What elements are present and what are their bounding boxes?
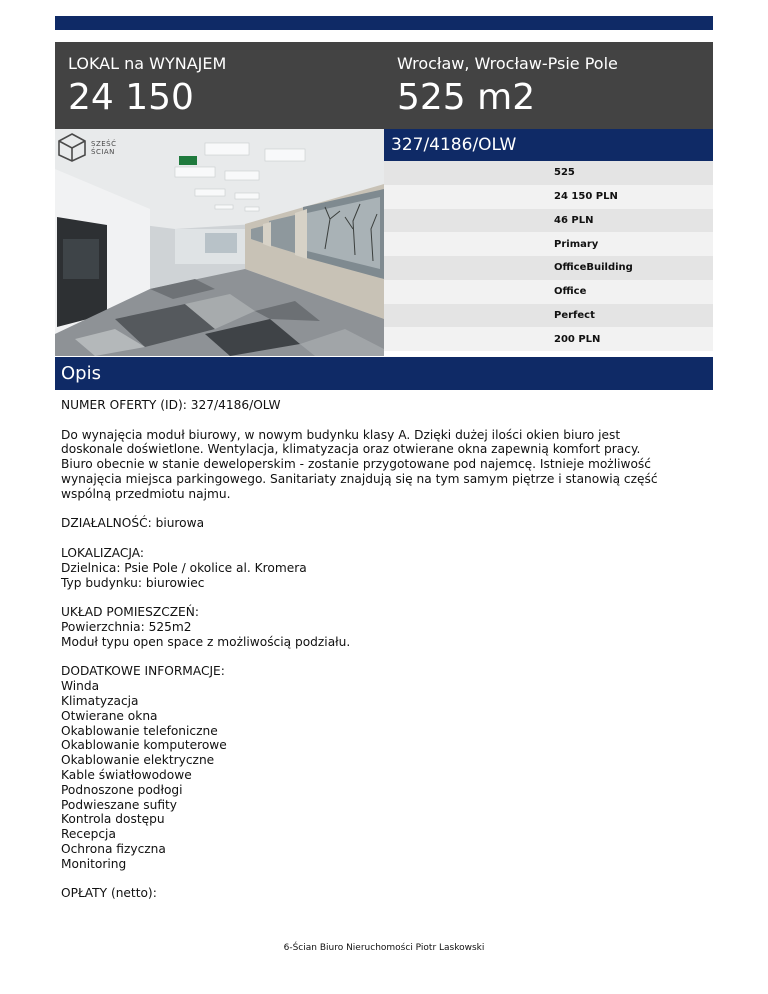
extras-item: Podwieszane sufity <box>61 797 178 812</box>
extras-item: Winda <box>61 679 100 694</box>
offer-type: LOKAL na WYNAJEM <box>68 54 227 73</box>
logo-text <box>91 140 117 156</box>
offer-id-line: NUMER OFERTY (ID): 327/4186/OLW <box>61 398 281 412</box>
extras-item: Podnoszone podłogi <box>61 782 183 797</box>
property-list <box>384 161 713 351</box>
price: 24 150 <box>68 77 194 118</box>
property-row: 525 <box>384 161 713 185</box>
top-accent-bar <box>55 16 713 30</box>
extras-item: Okablowanie komputerowe <box>61 738 227 753</box>
intro-line: doskonale doświetlone. Wentylacja, klimatyzacja oraz otwierane okna zapewnią komfort pracy. <box>61 442 641 457</box>
section-title-opis: Opis <box>55 357 713 390</box>
extras-item: Okablowanie telefoniczne <box>61 723 218 738</box>
property-row: 200 PLN <box>384 327 713 351</box>
logo-text-line1: SZEŚĆ <box>91 140 117 148</box>
extras-item: Kontrola dostępu <box>61 812 165 827</box>
intro-line: wspólną przedmiotu najmu. <box>61 486 231 501</box>
intro-line: Do wynajęcia moduł biurowy, w nowym budynku klasy A. Dzięki dużej ilości okien biuro jest <box>61 427 621 442</box>
layout-line: Powierzchnia: 525m2 <box>61 619 192 634</box>
footer-text: 6-Ścian Biuro Nieruchomości Piotr Laskowski <box>283 943 485 953</box>
property-row: OfficeBuilding <box>384 256 713 280</box>
extras-item: Ochrona fizyczna <box>61 841 166 856</box>
location-line: Typ budynku: biurowiec <box>61 575 205 590</box>
header-left <box>68 54 226 120</box>
logo-text-line2: ŚCIAN <box>91 148 115 156</box>
extras-item: Kable światłowodowe <box>61 767 192 782</box>
location: Wrocław, Wrocław-Psie Pole <box>397 54 618 73</box>
extras-item: Recepcja <box>61 827 116 842</box>
property-row: Office <box>384 280 713 304</box>
activity-line: DZIAŁALNOŚĆ: biurowa <box>61 516 205 531</box>
layout-line: Moduł typu open space z możliwością podziału. <box>61 634 351 649</box>
fees-line: OPŁATY (netto): <box>61 886 157 901</box>
property-row: 24 150 PLN <box>384 185 713 209</box>
property-row: 46 PLN <box>384 209 713 233</box>
location-line: Dzielnica: Psie Pole / okolice al. Kromera <box>61 560 307 575</box>
intro-line: wynajęcia miejsca parkingowego. Sanitariaty znajdują się na tym samym piętrze i stanowią część <box>61 471 658 486</box>
layout-line: UKŁAD POMIESZCZEŃ: <box>61 605 199 620</box>
location-line: LOKALIZACJA: <box>61 545 145 560</box>
extras-item: Okablowanie elektryczne <box>61 753 215 768</box>
extras-item: Monitoring <box>61 856 127 871</box>
extras-title: DODATKOWE INFORMACJE: <box>61 664 225 679</box>
property-row: Perfect <box>384 304 713 328</box>
property-row: Primary <box>384 232 713 256</box>
area: 525 m2 <box>397 77 536 118</box>
cube-logo-icon <box>57 132 87 162</box>
header-right <box>397 54 618 120</box>
extras-item: Klimatyzacja <box>61 693 139 708</box>
listing-header <box>55 42 713 129</box>
offer-id-bar: 327/4186/OLW <box>384 129 713 161</box>
extras-item: Otwierane okna <box>61 708 158 723</box>
agency-logo <box>57 132 117 162</box>
intro-line: Biuro obecnie w stanie deweloperskim - zostanie przygotowane pod najemcę. Istnieje możliwość <box>61 457 651 472</box>
office-photo <box>55 129 384 356</box>
description <box>61 398 711 901</box>
